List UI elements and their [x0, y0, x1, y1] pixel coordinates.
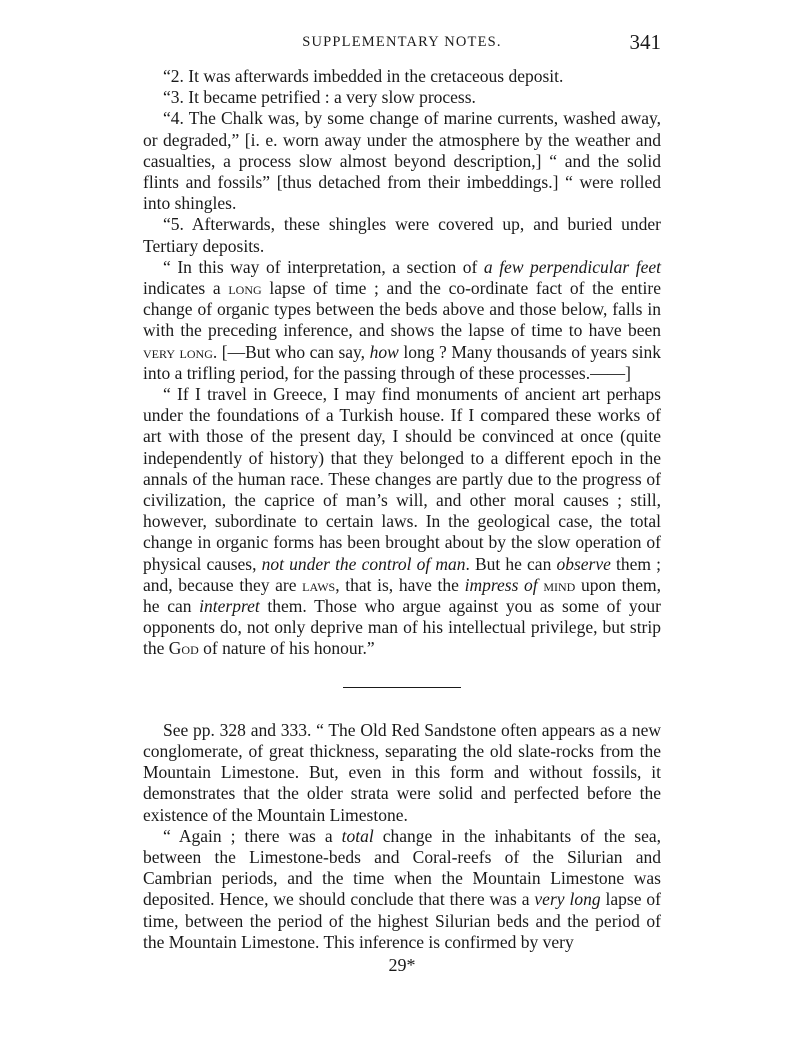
- signature-mark: 29*: [388, 954, 416, 975]
- small-caps-text: God: [168, 638, 199, 659]
- note-passage: [143, 720, 661, 953]
- paragraph: [143, 384, 661, 660]
- small-caps-text: laws: [302, 574, 336, 595]
- text-run: of nature of his honour.”: [198, 638, 375, 659]
- italic-text: interpret: [199, 596, 260, 617]
- italic-text: how: [369, 341, 399, 362]
- italic-text: observe: [556, 553, 611, 574]
- running-title: SUPPLEMENTARY NOTES.: [302, 34, 502, 50]
- page-number: 341: [629, 30, 661, 54]
- text-run: lapse of time, between the period of the highest Silurian beds and the period of the Mountain Limestone. This inference is confirmed by very: [143, 889, 661, 952]
- italic-text: not under the control of man: [261, 553, 466, 574]
- text-run: them ; and, because they are: [143, 553, 661, 595]
- italic-text: total: [341, 825, 374, 846]
- text-run: change in the inhabitants of the sea, between the Limestone-beds and Coral-reefs of the Silurian and Cambrian periods, and the time when the Mountain Limestone was deposited. Hence, we should conclude that there was a: [143, 825, 662, 910]
- text-run: “ If I travel in Greece, I may find monuments of ancient art perhaps under the foundations of a Turkish house. If I compared these works of art with those of the present day, I should be convinced at once (quite independently of history) that they belonged to a different epoch in the annals of the human race. These changes are partly due to the progress of civilization, the caprice of man’s will, and other moral causes ; still, however, subordinate to certain laws. In the geological case, the total change in organic forms has been brought about by the slow operation of physical causes,: [143, 384, 661, 574]
- paragraph: “5. Afterwards, these shingles were covered up, and buried under Tertiary deposits.: [143, 214, 661, 256]
- paragraph: [143, 826, 661, 953]
- text-run: long ? Many thousands of years sink into a trifling period, for the passing through of these processes.——]: [143, 341, 661, 383]
- text-run: “ In this way of interpretation, a section of: [163, 256, 484, 277]
- small-caps-text: very long: [143, 341, 213, 362]
- italic-text: impress of: [464, 574, 538, 595]
- text-run: them. Those who argue against you as some of your opponents do, not only deprive man of his intellectual privilege, but strip the: [143, 596, 661, 659]
- text-run: lapse of time ; and the co-ordinate fact of the entire change of organic types between the beds above and those below, falls in with the preceding inference, and shows the lapse of time to have been: [143, 278, 661, 341]
- small-caps-text: long: [228, 278, 262, 299]
- text-run: , that is, have the: [335, 574, 465, 595]
- quoted-passage: [143, 66, 661, 660]
- paragraph: See pp. 328 and 333. “ The Old Red Sandstone often appears as a new conglomerate, of great thickness, separating the old slate-rocks from the Mountain Limestone. But, even in this form and without fossils, it demonstrates that the older strata were solid and perfected before the existence of the Mountain Limestone.: [143, 719, 661, 825]
- text-run: “ Again ; there was a: [163, 825, 342, 846]
- small-caps-text: mind: [543, 574, 576, 595]
- italic-text: a few perpendicular feet: [483, 256, 662, 277]
- text-run: . But he can: [465, 553, 557, 574]
- text-run: indicates a: [143, 278, 229, 299]
- paragraph: [143, 257, 661, 384]
- section-divider: [343, 687, 461, 688]
- page: [143, 30, 661, 976]
- paragraph: “3. It became petrified : a very slow process.: [163, 87, 476, 108]
- italic-text: very long: [534, 889, 601, 910]
- paragraph: “2. It was afterwards imbedded in the cretaceous deposit.: [163, 66, 564, 86]
- text-run: upon them, he can: [143, 574, 662, 617]
- paragraph: “4. The Chalk was, by some change of marine currents, washed away, or degraded,” [i. e. worn away under the atmosphere by the weather and casualties, a process slow almost beyond description,] “ and the solid flints and fossils” [thus detached from their imbeddings.] “ were rolled into shingles.: [143, 108, 661, 214]
- running-head: [143, 30, 661, 60]
- text-run: . [—But who can say,: [212, 341, 370, 362]
